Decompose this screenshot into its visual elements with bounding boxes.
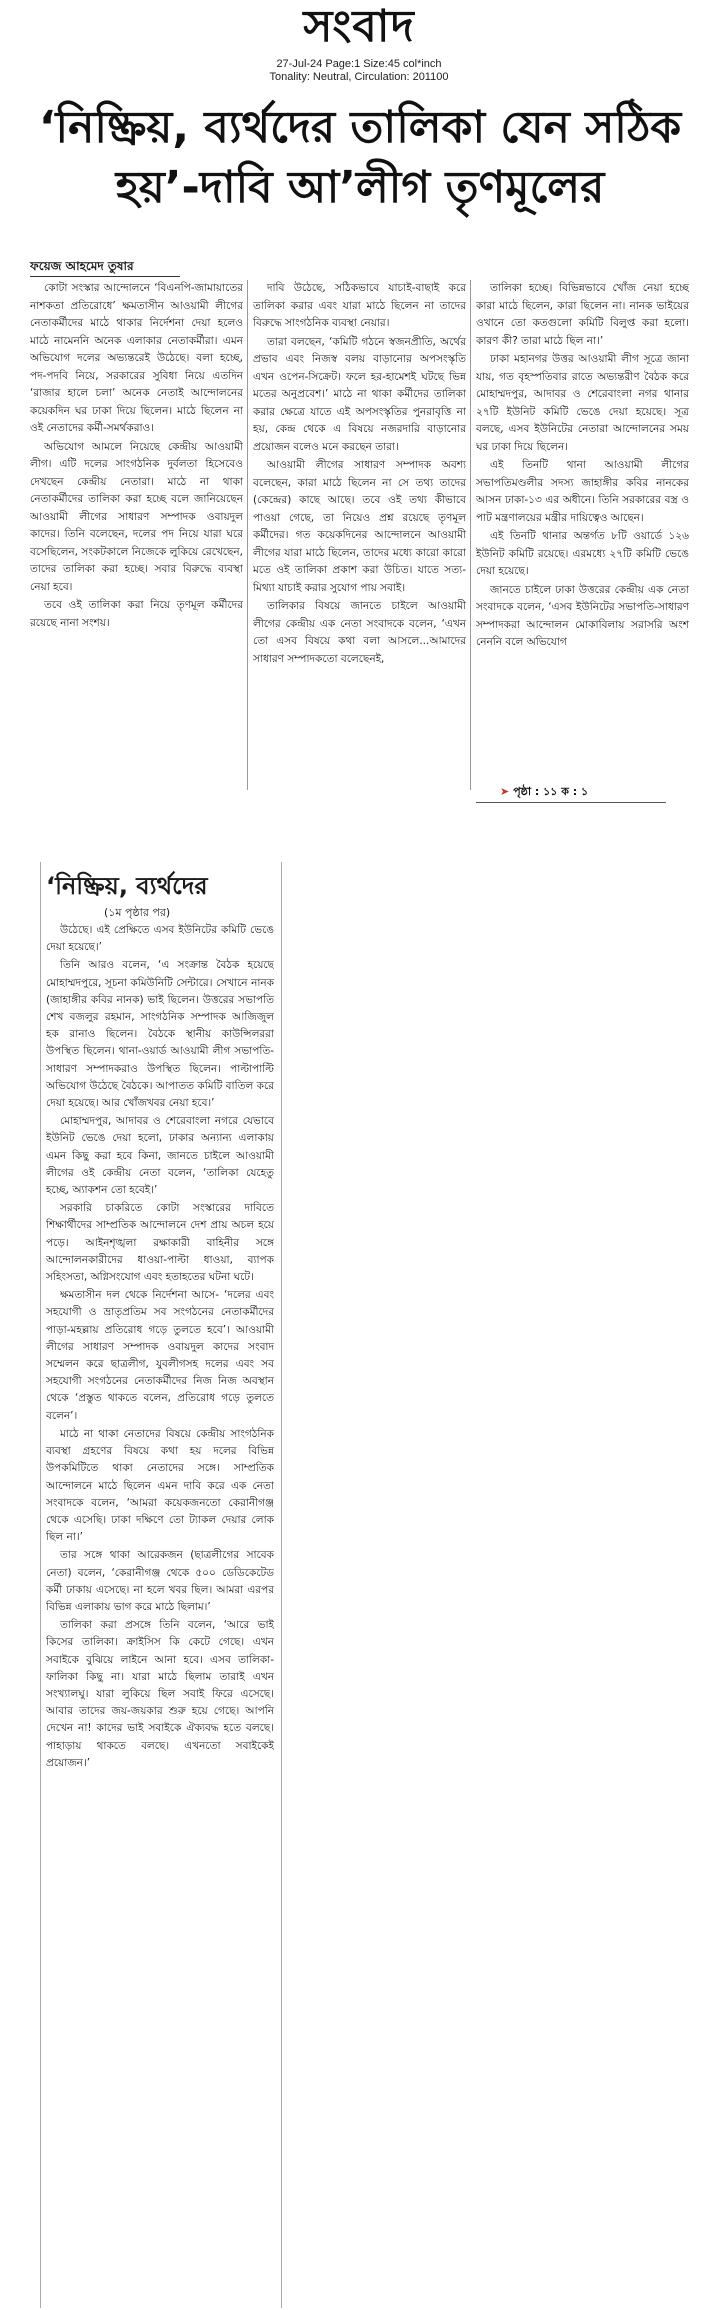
paragraph: তারা বলছেন, ‘কমিটি গঠনে স্বজনপ্রীতি, অর্থের প্রভাব এবং নিজস্ব বলয় বাড়ানোর অপসংস্কৃতি এখন ওপেন-সিক্রেট। ফলে হর-হামেশই ঘটছে ভিন্ন মতের অনুপ্রবেশ।’ মাঠে না থাকা কর্মীদের তালিকা করার ক্ষেত্রে যাতে এই অপসংস্কৃতির পুনরাবৃত্তি না হয়, কেন্দ্র থেকে এ বিষয়ে নজরদারি বাড়ানোর প্রয়োজন বলেও মনে করছেন তারা। [253, 335, 466, 453]
byline-rule [30, 276, 180, 277]
paragraph: তালিকা করা প্রসঙ্গে তিনি বলেন, ‘আরে ভাই কিসের তালিকা। ক্রাইসিস কি কেটে গেছে। এখন সবাইকে বুঝিয়ে লাইনে আনা হবে। এসব তালিকা-ফালিকা কিছু না। যারা মাঠে ছিলাম তারাই এখন সংখ্যালঘু। যারা লুকিয়ে ছিল সবাই ফিরে এসেছে। আবার তাদের জয়-জয়কার শুরু হয়ে গেছে। আপনি দেখেন না! কাদের ভাই সবাইকে ঐক্যবদ্ধ হতে বলছে। পাহাড়ায় থাকতে বলছে। এখনতো সবাইকেই প্রয়োজন।’ [46, 1619, 274, 1769]
article-column-3 [476, 280, 689, 780]
arrow-icon: ➤ [500, 785, 510, 798]
column-divider [470, 280, 471, 790]
paragraph: এই তিনটি থানার অন্তর্গত ৮টি ওয়ার্ডে ১২৬ ইউনিট কমিটি রয়েছে। এরমধ্যে ২৭টি কমিটি ভেঙে দেয়া হয়েছে। [476, 530, 689, 577]
article-column-2 [253, 280, 466, 840]
clipping-meta [0, 58, 718, 84]
column-divider [247, 280, 248, 790]
paragraph: তবে ওই তালিকা করা নিয়ে তৃণমূল কর্মীদের রয়েছে নানা সংশয়। [30, 599, 243, 629]
meta-date-size: 27-Jul-24 Page:1 Size:45 col*inch [276, 58, 442, 70]
paragraph: তালিকা হচ্ছে। বিভিন্নভাবে খোঁজ নেয়া হচ্ছে কারা মাঠে ছিলেন, কারা ছিলেন না। নানক ভাইয়ের ওখানে তো কতগুলো কমিটি বিলুপ্ত করা হলো। কারণ কী? তারা মাঠে ছিল না।’ [476, 282, 689, 347]
paragraph: আওয়ামী লীগের সাধারণ সম্পাদক অবশ্য বলেছেন, কারা মাঠে ছিলেন না সে তথ্য তাদের (কেন্দ্রের) কাছে আছে। তবে ওই তথ্য কীভাবে পাওয়া গেছে, তা নিয়েও প্রশ্ন রয়েছে তৃণমূল কর্মীদের। গত কয়েকদিনের আন্দোলনে আওয়ামী লীগের যারা মাঠে ছিলেন, তাদের মধ্যে কারো কারো মতে ওই তালিকা প্রকাশ করা উচিত। যাতে সত্য-মিথ্যা যাচাই করার সুযোগ পায় সবাই। [253, 459, 466, 594]
article-column-1 [30, 280, 243, 840]
paragraph: তালিকার বিষয়ে জানতে চাইলে আওয়ামী লীগের কেন্দ্রীয় এক নেতা সংবাদকে বলেন, ‘এখন তো এসব বিষয়ে কথা বলা আসলে...আমাদের সাধারণ সম্পাদকতো বলেছেনই, [253, 600, 466, 665]
paragraph: অভিযোগ আমলে নিয়েছে কেন্দ্রীয় আওয়ামী লীগ। এটি দলের সাংগঠনিক দুর্বলতা হিসেবেও দেখছেন কেন্দ্রীয় নেতারা। মাঠে না থাকা নেতাকর্মীদের তালিকা করা হচ্ছে বলে জানিয়েছেন আওয়ামী লীগের সাধারণ সম্পাদক ওবায়দুল কাদের। তিনি বলেছেন, দলের পদ নিয়ে যারা ঘরে বসেছিলেন, সংকটকালে নিজেকে লুকিয়ে রেখেছেন, তাদের তালিকা করা হচ্ছে। সবার বিরুদ্ধে ব্যবস্থা নেয়া হবে। [30, 440, 243, 593]
paragraph: উঠেছে। এই প্রেক্ষিতে এসব ইউনিটের কমিটি ভেঙে দেয়া হয়েছে।’ [46, 924, 274, 954]
paragraph: ঢাকা মহানগর উত্তর আওয়ামী লীগ সূত্রে জানা যায়, গত বৃহস্পতিবার রাতে অভ্যন্তরীণ বৈঠক করে মোহাম্মদপুর, আদাবর ও শেরেবাংলা নগর থানার ২৭টি ইউনিট কমিটি ভেঙে দেয়া হয়েছে। সূত্র বলছে, এসব ইউনিটের নেতারা আন্দোলনের সময় ঘর ঢাকা দিয়ে ছিলেন। [476, 353, 689, 453]
continuation-subhead: (১ম পৃষ্ঠার পর) [104, 906, 171, 919]
paragraph: তিনি আরও বলেন, ‘এ সংক্রান্ত বৈঠক হয়েছে মোহাম্মদপুরে, সূচনা কমিউনিটি সেন্টারে। সেখানে নানক (জাহাঙ্গীর কবির নানক) ভাই ছিলেন। উত্তরের সভাপতি শেখ বজলুর রহমান, সাংগঠনিক সম্পাদক আজিজুল হক রানাও ছিলেন। বৈঠকে স্থানীয় কাউন্সিলররা উপস্থিত ছিলেন। থানা-ওয়ার্ড আওয়ামী লীগ সভাপতি-সাধারণ সম্পাদকরাও উপস্থিত ছিলেন। পাল্টাপাল্টি অভিযোগ উঠেছে বৈঠকে। আপাতত কমিটি বাতিল করে দেয়া হয়েছে। আর খোঁজখবর নেয়া হবে।’ [46, 959, 274, 1110]
paragraph: দাবি উঠেছে, সঠিকভাবে যাচাই-বাছাই করে তালিকা করার এবং যারা মাঠে ছিলেন না তাদের বিরুদ্ধে সাংগঠনিক ব্যবস্থা নেয়ার। [253, 282, 466, 329]
jump-label: পৃষ্ঠা : ১১ ক : ১ [513, 785, 589, 798]
article-byline: ফয়েজ আহমেদ তুষার [30, 259, 134, 273]
continuation-headline: ‘নিষ্ক্রিয়, ব্যর্থদের [46, 872, 208, 900]
jump-reference [500, 783, 588, 802]
paragraph: এই তিনটি থানা আওয়ামী লীগের সভাপতিমণ্ডলীর সদস্য জাহাঙ্গীর কবির নানকের আসন ঢাকা-১৩ এর অধীনে। তিনি সরকারের বস্ত্র ও পাট মন্ত্রণালয়ের মন্ত্রীর দায়িত্বেও আছেন। [476, 459, 689, 524]
continuation-body [46, 922, 274, 2302]
paragraph: তার সঙ্গে থাকা আরেকজন (ছাত্রলীগের সাবেক নেতা) বলেন, ‘কেরানীগঞ্জ থেকে ৫০০ ডেডিকেটেড কর্মী ঢাকায় এসেছে। না হলে খবর ছিল। আমরা এরপর বিভিন্ন এলাকায় ভাগ করে মাঠে ছিলাম।’ [46, 1549, 274, 1613]
paragraph: মাঠে না থাকা নেতাদের বিষয়ে কেন্দ্রীয় সাংগঠনিক ব্যবস্থা গ্রহণের বিষয়ে কথা হয় দলের বিভিন্ন উপকমিটিতে থাকা নেতাদের সঙ্গে। সাম্প্রতিক আন্দোলনে মাঠে ছিলেন এমন দাবি করে এক নেতা সংবাদকে বলেন, ‘আমরা কয়েকজনতো কেরানীগঞ্জ থেকে এসেছি। ঢাকা দক্ষিণে তো ট্যাকল দেয়ার লোক ছিল না।’ [46, 1427, 274, 1544]
jump-rule [476, 802, 666, 803]
article-headline: ‘নিষ্ক্রিয়, ব্যর্থদের তালিকা যেন সঠিক হয়’-দাবি আ’লীগ তৃণমূলের [38, 102, 682, 213]
paragraph: কোটা সংস্কার আন্দোলনে ‘বিএনপি-জামায়াতের নাশকতা প্রতিরোধে’ ক্ষমতাসীন আওয়ামী লীগের নেতাকর্মীদের মাঠে থাকার নির্দেশনা দেয়া হলেও মাঠে নামেননি অনেক এলাকার নেতাকর্মীরা। এমন অভিযোগ দলের অভ্যন্তরেই উঠেছে। বলা হচ্ছে, পদ-পদবি নিয়ে, সরকারের সুবিধা নিয়ে এতদিন ‘রাজার হালে চলা’ অনেক নেতাই আন্দোলনের কয়েকদিন ঘর ঢাকা দিয়ে ছিলেন। মাঠে ছিলেন না ওই নেতাদের কর্মী-সমর্থকরাও। [30, 282, 243, 434]
meta-tonality: Tonality: Neutral, Circulation: 201100 [269, 71, 449, 83]
newspaper-logo: সংবাদ [303, 1, 415, 52]
paragraph: সরকারি চাকরিতে কোটা সংস্কারের দাবিতে শিক্ষার্থীদের সাম্প্রতিক আন্দোলনে দেশ প্রায় অচল হয়ে পড়ে। আইনশৃঙ্খলা রক্ষাকারী বাহিনীর সঙ্গে আন্দোলনকারীদের ধাওয়া-পাল্টা ধাওয়া, ব্যাপক সহিংসতা, অগ্নিসংযোগ এবং হতাহতের ঘটনা ঘটে। [46, 1202, 274, 1284]
paragraph: মোহাম্মদপুর, আদাবর ও শেরেবাংলা নগরে যেভাবে ইউনিট ভেঙে দেয়া হলো, ঢাকার অন্যান্য এলাকায় এমন কিছু করা হবে কিনা, জানতে চাইলে আওয়ামী লীগের ওই কেন্দ্রীয় নেতা বলেন, ‘তালিকা যেহেতু হচ্ছে, অ্যাকশন তো হবেই।’ [46, 1115, 274, 1197]
paragraph: ক্ষমতাসীন দল থেকে নির্দেশনা আসে- ‘দলের এবং সহযোগী ও ভ্রাতৃপ্রতিম সব সংগঠনের নেতাকর্মীদের পাড়া-মহল্লায় প্রতিরোধ গড়ে তুলতে হবে’। আওয়ামী লীগের সাধারণ সম্পাদক ওবায়দুল কাদের সংবাদ সম্মেলন করে ছাত্রলীগ, যুবলীগসহ দলের এবং সব সহযোগী সংগঠনের নেতাকর্মীদের নিজ নিজ অবস্থান থেকে ‘প্রস্তুত থাকতে বলেন, প্রতিরোধ গড়ে তুলতে বলেন’। [46, 1289, 274, 1422]
masthead [0, 0, 718, 58]
paragraph: জানতে চাইলে ঢাকা উত্তরের কেন্দ্রীয় এক নেতা সংবাদকে বলেন, ‘এসব ইউনিটের সভাপতি-সাধারণ সম্পাদকরা আন্দোলন মোকাবিলায় সরাসরি অংশ নেননি বলে অভিযোগ [476, 583, 689, 648]
